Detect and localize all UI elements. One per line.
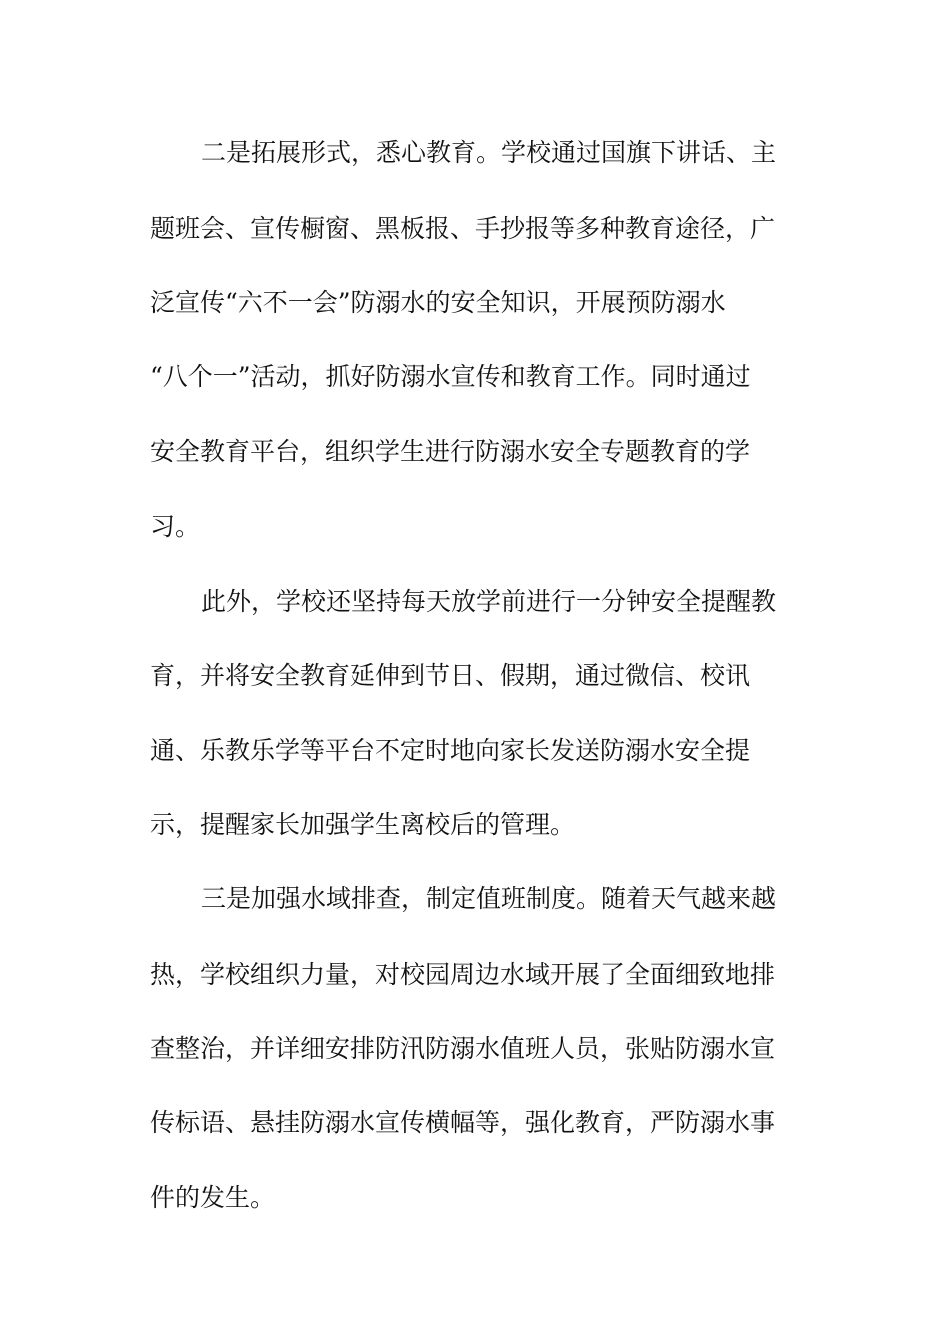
text-line: 题班会、宣传橱窗、黑板报、手抄报等多种教育途径，广 (150, 214, 776, 243)
text-line: 热，学校组织力量，对校园周边水域开展了全面细致地排 (150, 960, 776, 989)
text-line: 件的发生。 (150, 1183, 276, 1212)
text-line: 二是拓展形式，悉心教育。学校通过国旗下讲话、主 (201, 138, 777, 167)
text-line: 此外，学校还坚持每天放学前进行一分钟安全提醒教 (201, 587, 777, 616)
text-line: 查整治，并详细安排防汛防溺水值班人员，张贴防溺水宣 (150, 1034, 776, 1063)
text-line: 泛宣传“六不一会”防溺水的安全知识，开展预防溺水 (150, 288, 726, 317)
text-line: 传标语、悬挂防溺水宣传横幅等，强化教育，严防溺水事 (150, 1108, 776, 1137)
text-line: 三是加强水域排查，制定值班制度。随着天气越来越 (201, 884, 777, 913)
text-line: “八个一”活动，抓好防溺水宣传和教育工作。同时通过 (150, 362, 751, 391)
text-line: 示，提醒家长加强学生离校后的管理。 (150, 810, 576, 839)
text-line: 安全教育平台，组织学生进行防溺水安全专题教育的学 (150, 437, 751, 466)
text-line: 育，并将安全教育延伸到节日、假期，通过微信、校讯 (150, 661, 751, 690)
text-line: 通、乐教乐学等平台不定时地向家长发送防溺水安全提 (150, 736, 751, 765)
text-line: 习。 (150, 512, 201, 541)
